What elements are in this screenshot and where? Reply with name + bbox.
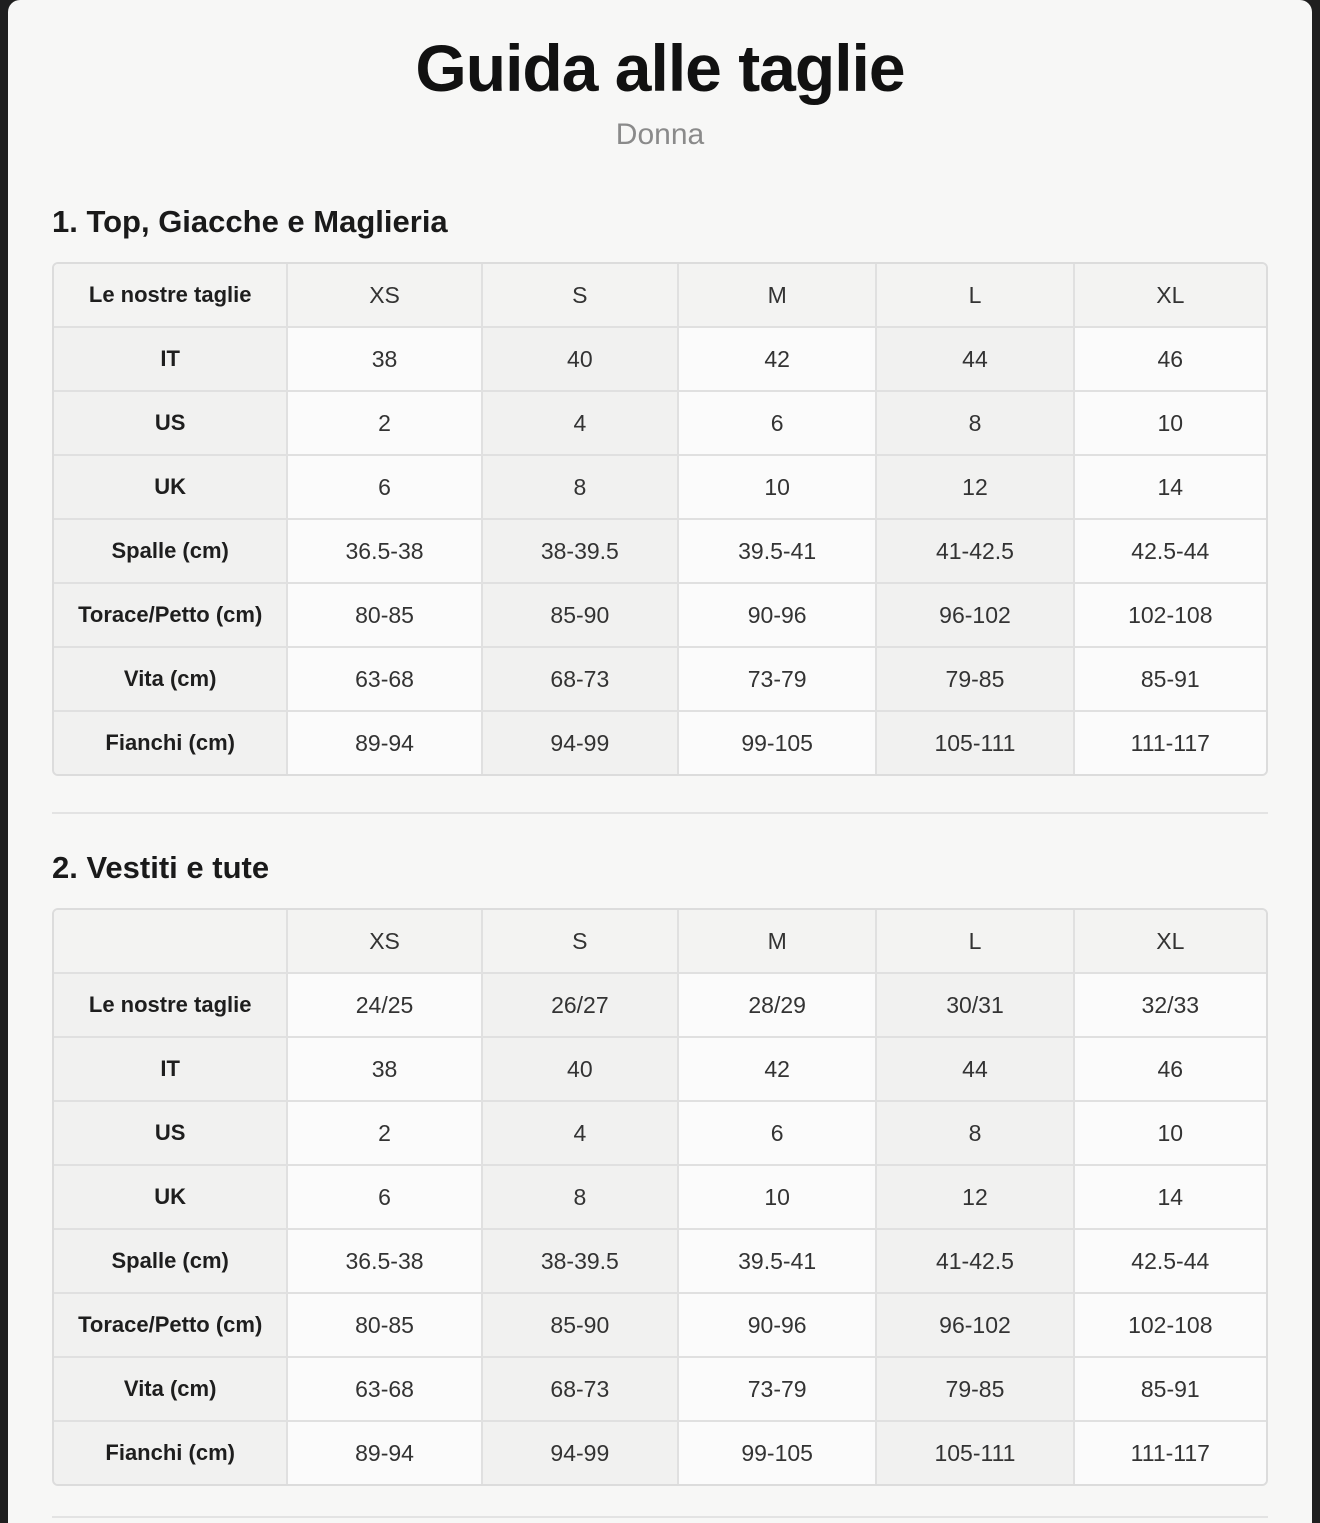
table-cell: 99-105 xyxy=(679,1422,877,1484)
table-cell: 85-90 xyxy=(483,584,679,648)
column-header-label: Le nostre taglie xyxy=(54,264,288,328)
table-cell: 28/29 xyxy=(679,974,877,1038)
table-cell: 42 xyxy=(679,1038,877,1102)
table-cell: 102-108 xyxy=(1075,584,1266,648)
column-header-size: XS xyxy=(288,910,482,974)
table-cell: 36.5-38 xyxy=(288,1230,482,1294)
row-label: UK xyxy=(54,456,288,520)
table-cell: 10 xyxy=(1075,392,1266,456)
page-title: Guida alle taglie xyxy=(415,31,905,105)
table-cell: 90-96 xyxy=(679,1294,877,1358)
table-row xyxy=(54,1230,1266,1294)
table-header-row xyxy=(54,910,1266,974)
table-cell: 96-102 xyxy=(877,584,1074,648)
table-cell: 105-111 xyxy=(877,712,1074,774)
table-cell: 39.5-41 xyxy=(679,1230,877,1294)
table-cell: 14 xyxy=(1075,456,1266,520)
table-cell: 8 xyxy=(877,1102,1074,1166)
section-title-tops: 1. Top, Giacche e Maglieria xyxy=(52,204,448,239)
table-header-row xyxy=(54,264,1266,328)
table-cell: 2 xyxy=(288,1102,482,1166)
table-row xyxy=(54,1422,1266,1484)
table-row xyxy=(54,1166,1266,1230)
table-cell: 73-79 xyxy=(679,648,877,712)
table-cell: 41-42.5 xyxy=(877,520,1074,584)
table-cell: 10 xyxy=(679,456,877,520)
table-cell: 10 xyxy=(679,1166,877,1230)
table-cell: 38-39.5 xyxy=(483,520,679,584)
table-cell: 46 xyxy=(1075,328,1266,392)
table-cell: 89-94 xyxy=(288,712,482,774)
row-label: Vita (cm) xyxy=(54,1358,288,1422)
table-cell: 8 xyxy=(483,456,679,520)
table-cell: 85-90 xyxy=(483,1294,679,1358)
column-header-size: XS xyxy=(288,264,482,328)
column-header-size: XL xyxy=(1075,910,1266,974)
table-cell: 96-102 xyxy=(877,1294,1074,1358)
row-label: Fianchi (cm) xyxy=(54,1422,288,1484)
table-cell: 24/25 xyxy=(288,974,482,1038)
table-cell: 85-91 xyxy=(1075,1358,1266,1422)
column-header-label xyxy=(54,910,288,974)
table-row xyxy=(54,712,1266,774)
table-cell: 73-79 xyxy=(679,1358,877,1422)
row-label: Le nostre taglie xyxy=(54,974,288,1038)
table-cell: 40 xyxy=(483,328,679,392)
column-header-size: S xyxy=(483,264,679,328)
table-row xyxy=(54,1038,1266,1102)
table-cell: 42.5-44 xyxy=(1075,1230,1266,1294)
table-cell: 68-73 xyxy=(483,648,679,712)
table-cell: 68-73 xyxy=(483,1358,679,1422)
table-cell: 14 xyxy=(1075,1166,1266,1230)
table-cell: 111-117 xyxy=(1075,1422,1266,1484)
table-row xyxy=(54,584,1266,648)
column-header-size: XL xyxy=(1075,264,1266,328)
size-table-dresses xyxy=(52,908,1268,1486)
column-header-size: L xyxy=(877,910,1074,974)
table-cell: 102-108 xyxy=(1075,1294,1266,1358)
table-cell: 6 xyxy=(288,456,482,520)
table-row xyxy=(54,392,1266,456)
table-cell: 38 xyxy=(288,1038,482,1102)
column-header-size: S xyxy=(483,910,679,974)
column-header-size: L xyxy=(877,264,1074,328)
table-cell: 44 xyxy=(877,328,1074,392)
section-title-dresses: 2. Vestiti e tute xyxy=(52,850,270,885)
table-cell: 4 xyxy=(483,392,679,456)
table-cell: 32/33 xyxy=(1075,974,1266,1038)
table-cell: 2 xyxy=(288,392,482,456)
size-guide-page xyxy=(8,0,1312,1523)
table-row xyxy=(54,520,1266,584)
table-row xyxy=(54,328,1266,392)
table-cell: 42.5-44 xyxy=(1075,520,1266,584)
table-cell: 6 xyxy=(288,1166,482,1230)
table-cell: 41-42.5 xyxy=(877,1230,1074,1294)
column-header-size: M xyxy=(679,910,877,974)
section-divider xyxy=(52,1516,1268,1518)
table-cell: 99-105 xyxy=(679,712,877,774)
table-cell: 30/31 xyxy=(877,974,1074,1038)
table-row xyxy=(54,1358,1266,1422)
row-label: IT xyxy=(54,328,288,392)
row-label: Spalle (cm) xyxy=(54,1230,288,1294)
row-label: US xyxy=(54,392,288,456)
table-cell: 36.5-38 xyxy=(288,520,482,584)
table-cell: 39.5-41 xyxy=(679,520,877,584)
table-row xyxy=(54,974,1266,1038)
table-cell: 79-85 xyxy=(877,648,1074,712)
section-divider xyxy=(52,812,1268,814)
row-label: IT xyxy=(54,1038,288,1102)
table-cell: 42 xyxy=(679,328,877,392)
row-label: Torace/Petto (cm) xyxy=(54,584,288,648)
row-label: UK xyxy=(54,1166,288,1230)
table-row xyxy=(54,648,1266,712)
column-header-size: M xyxy=(679,264,877,328)
row-label: US xyxy=(54,1102,288,1166)
table-cell: 6 xyxy=(679,1102,877,1166)
row-label: Spalle (cm) xyxy=(54,520,288,584)
table-cell: 40 xyxy=(483,1038,679,1102)
table-cell: 12 xyxy=(877,1166,1074,1230)
table-cell: 10 xyxy=(1075,1102,1266,1166)
table-cell: 80-85 xyxy=(288,584,482,648)
table-cell: 80-85 xyxy=(288,1294,482,1358)
table-cell: 44 xyxy=(877,1038,1074,1102)
table-cell: 38-39.5 xyxy=(483,1230,679,1294)
table-cell: 90-96 xyxy=(679,584,877,648)
table-cell: 79-85 xyxy=(877,1358,1074,1422)
table-cell: 89-94 xyxy=(288,1422,482,1484)
table-cell: 8 xyxy=(483,1166,679,1230)
row-label: Fianchi (cm) xyxy=(54,712,288,774)
table-row xyxy=(54,456,1266,520)
table-cell: 8 xyxy=(877,392,1074,456)
table-cell: 111-117 xyxy=(1075,712,1266,774)
page-subtitle: Donna xyxy=(615,118,705,151)
table-cell: 12 xyxy=(877,456,1074,520)
table-cell: 105-111 xyxy=(877,1422,1074,1484)
table-row xyxy=(54,1294,1266,1358)
table-cell: 94-99 xyxy=(483,1422,679,1484)
row-label: Torace/Petto (cm) xyxy=(54,1294,288,1358)
row-label: Vita (cm) xyxy=(54,648,288,712)
table-cell: 94-99 xyxy=(483,712,679,774)
table-cell: 63-68 xyxy=(288,648,482,712)
table-cell: 26/27 xyxy=(483,974,679,1038)
table-cell: 63-68 xyxy=(288,1358,482,1422)
size-table-tops xyxy=(52,262,1268,776)
table-cell: 4 xyxy=(483,1102,679,1166)
table-cell: 46 xyxy=(1075,1038,1266,1102)
table-cell: 38 xyxy=(288,328,482,392)
table-cell: 6 xyxy=(679,392,877,456)
table-cell: 85-91 xyxy=(1075,648,1266,712)
table-row xyxy=(54,1102,1266,1166)
